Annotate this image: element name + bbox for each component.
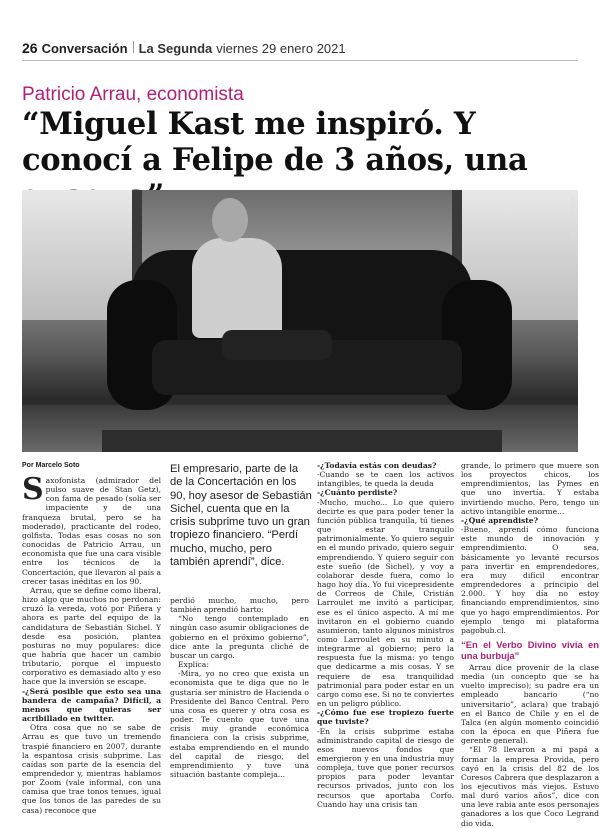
question: -¿Será posible que esto sea una bandera de campaña? Difícil, a menos que quieras ser acribillado en twitter. — [22, 686, 161, 724]
question: -¿Cómo fue ese tropiezo fuerte que tuviste? — [317, 708, 454, 727]
paragraph: -Bueno, aprendí cómo funciona este mundo de innovación y emprendimiento. O sea, básicamente yo levanté recursos para invertir en emprendedores, era muy difícil encontrar emprendedores a principio del 2.000. Y hoy día no estoy financiando emprendimientos, sino que yo hago emprendimientos. Por ejemplo tengo mi plataforma pagobub.cl. — [461, 525, 599, 635]
paragraph: -Mira, yo no creo que exista un economista que te diga que no le gustaría ser ministro de Hacienda o Presidente del Banco Central. Pero una cosa es querer y otra cosa es poder. Te cuento que tuve una crisis muy grande económica financiera con la crisis subprime, estaba emprendiendo en el mundo del capital de riesgo, del emprendimiento y tuve una situación bastante compleja... — [170, 669, 309, 779]
article-column-4 — [461, 461, 599, 828]
drop-cap: S — [22, 472, 44, 507]
photo-person-body — [192, 238, 282, 338]
page-header — [22, 40, 578, 58]
article-column-1 — [22, 472, 161, 815]
header-divider — [133, 41, 134, 53]
paragraph: “No tengo contemplado en ningún caso asumir obligaciones de gobierno en el próximo gobierno”, dice ante la pregunta cliché de buscar un cargo. — [170, 614, 309, 660]
section-name: Conversación — [41, 41, 128, 56]
paragraph: -Cuando se te caen los activos intangibles, te queda la deuda — [317, 470, 454, 489]
photo-credit: JORGE ESPINOZA — [569, 196, 575, 240]
photo-person-legs — [222, 330, 332, 360]
lead-paragraph: El empresario, parte de la de la Concertación en los 90, hoy asesor de Sebastián Sichel, cuenta que en la crisis subprime tuvo un gran tropiezo financiero. “Perdí mucho, mucho, pero también aprendí”, dice. — [170, 463, 312, 569]
issue-date: viernes 29 enero 2021 — [216, 41, 346, 56]
paragraph: Arrau, que se define como liberal, hizo algo que muchos no perdonan: cruzó la vereda, votó por Piñera y ahora es parte del equipo de la candidatura de Sebastián Sichel. Y desde esa posición, plantea posturas no muy populares: dice que habría que hacer un cambio tributario, porque el impuesto corporativo es demasiado alto y eso hace que la inversión se escape. — [22, 585, 161, 687]
interview-photo — [22, 190, 578, 452]
paragraph-text: axofonista (admirador del pulso suave de Stan Getz), con fama de pesado (solía ser impaciente y de una franqueza brutal, pero se ha moderado), practicante del rodeo, golfista. Todas esas cosas no son conocidas de Patricio Arrau, un economista que fue una cara visible entre los técnicos de la Concertación, que llevaron al país a crecer tasas inéditas en los 90. — [22, 476, 161, 586]
page-number: 26 — [22, 40, 38, 56]
paragraph: Otra cosa que no se sabe de Arrau es que tuvo un tremendo traspié financiero en 2007, durante la espantosa crisis subprime. Las caídas son parte de la esencia del emprendedor y, mientras hablamos por Zoom (vale informal, con una camisa que trae tonos tenues, igual que los tonos de las paredes de su casa) reconoce que — [22, 723, 161, 815]
paragraph — [22, 472, 161, 586]
question: -¿Cuánto perdiste? — [317, 488, 398, 498]
photo-person-head — [212, 198, 248, 242]
paragraph: -Mucho, mucho... Lo que quiero decirte es que para poder tener la función pública tranquila, tú tienes que estar tranquilo patrimonialmente. Yo quiero seguir en el mundo privado, quiero seguir emprendiendo. Y quiero seguir con este sueño (de Sichel), y voy a colaborar desde fuera, como lo hago hoy día. Yo fui vicepresidente de Correos de Chile, Cristián Larroulet me invitó a participar, ese es el único aspecto. A mí me invitaron en el gobierno cuando asumieron, tanto algunos ministros como Larroulet en su minuto a integrarme al gobierno; pero la respuesta fue la misma: yo tengo que dedicarme a mis cosas. Y se requiere de esa tranquilidad patrimonial para poder estar en un cargo como ese. Si no te conviertes en un peligro público. — [317, 497, 454, 709]
article-column-3 — [317, 461, 454, 809]
kicker: Patricio Arrau, economista — [22, 84, 244, 105]
article-column-2 — [170, 596, 309, 779]
paragraph: Explica: — [178, 660, 209, 670]
paragraph: Arrau dice provenir de la clase media (un concepto que se ha vuelto impreciso); su padre era un empleado bancario (“no universitario”, aclara) que trabajó en el Banco de Chile y en el de Talca (en algún momento coincidió con la época en que Piñera fue gerente general). — [461, 662, 599, 746]
paragraph: “El 78 llevaron a mi papá a formar la empresa Provida, pero cayó en la crisis del 82 de los Coresos Cabrera que desplazaron a los ejecutivos más viejos. Estuvo mal duró varios años”, dice con una leve rabia ante esos personajes ganadores a los que Coco Legrand dio vida. — [461, 745, 599, 828]
paragraph: grande, lo primero que muere son los proyectos chicos, los emprendimientos, las Pymes en que uno invertía. Y estaba invirtiendo mucho. Pero, tengo un activo intangible enorme... — [461, 461, 599, 516]
header-rule — [22, 60, 578, 61]
paragraph: -En la crisis subprime estaba administrando capital de riesgo de esos nuevos fondos que emergieron y en una industria muy compleja, tuve que poner recursos propios para poder levantar recursos privados, junto con los recursos que aportaba Corfo. Cuando hay una crisis tan — [317, 726, 454, 809]
subheading: “En el Verbo Divino vivía en una burbuja” — [461, 638, 599, 661]
photo-rug — [102, 430, 502, 452]
publication-name: La Segunda — [138, 41, 213, 56]
paragraph: perdió mucho, mucho, pero también aprendió harto: — [170, 596, 309, 615]
byline: Por Marcelo Soto — [22, 462, 80, 469]
question: -¿Qué aprendiste? — [461, 515, 539, 525]
question: -¿Todavía estás con deudas? — [317, 461, 437, 470]
headline: “Miguel Kast me inspiró. Y conocí a Felipe de 3 años, una — [22, 106, 528, 178]
